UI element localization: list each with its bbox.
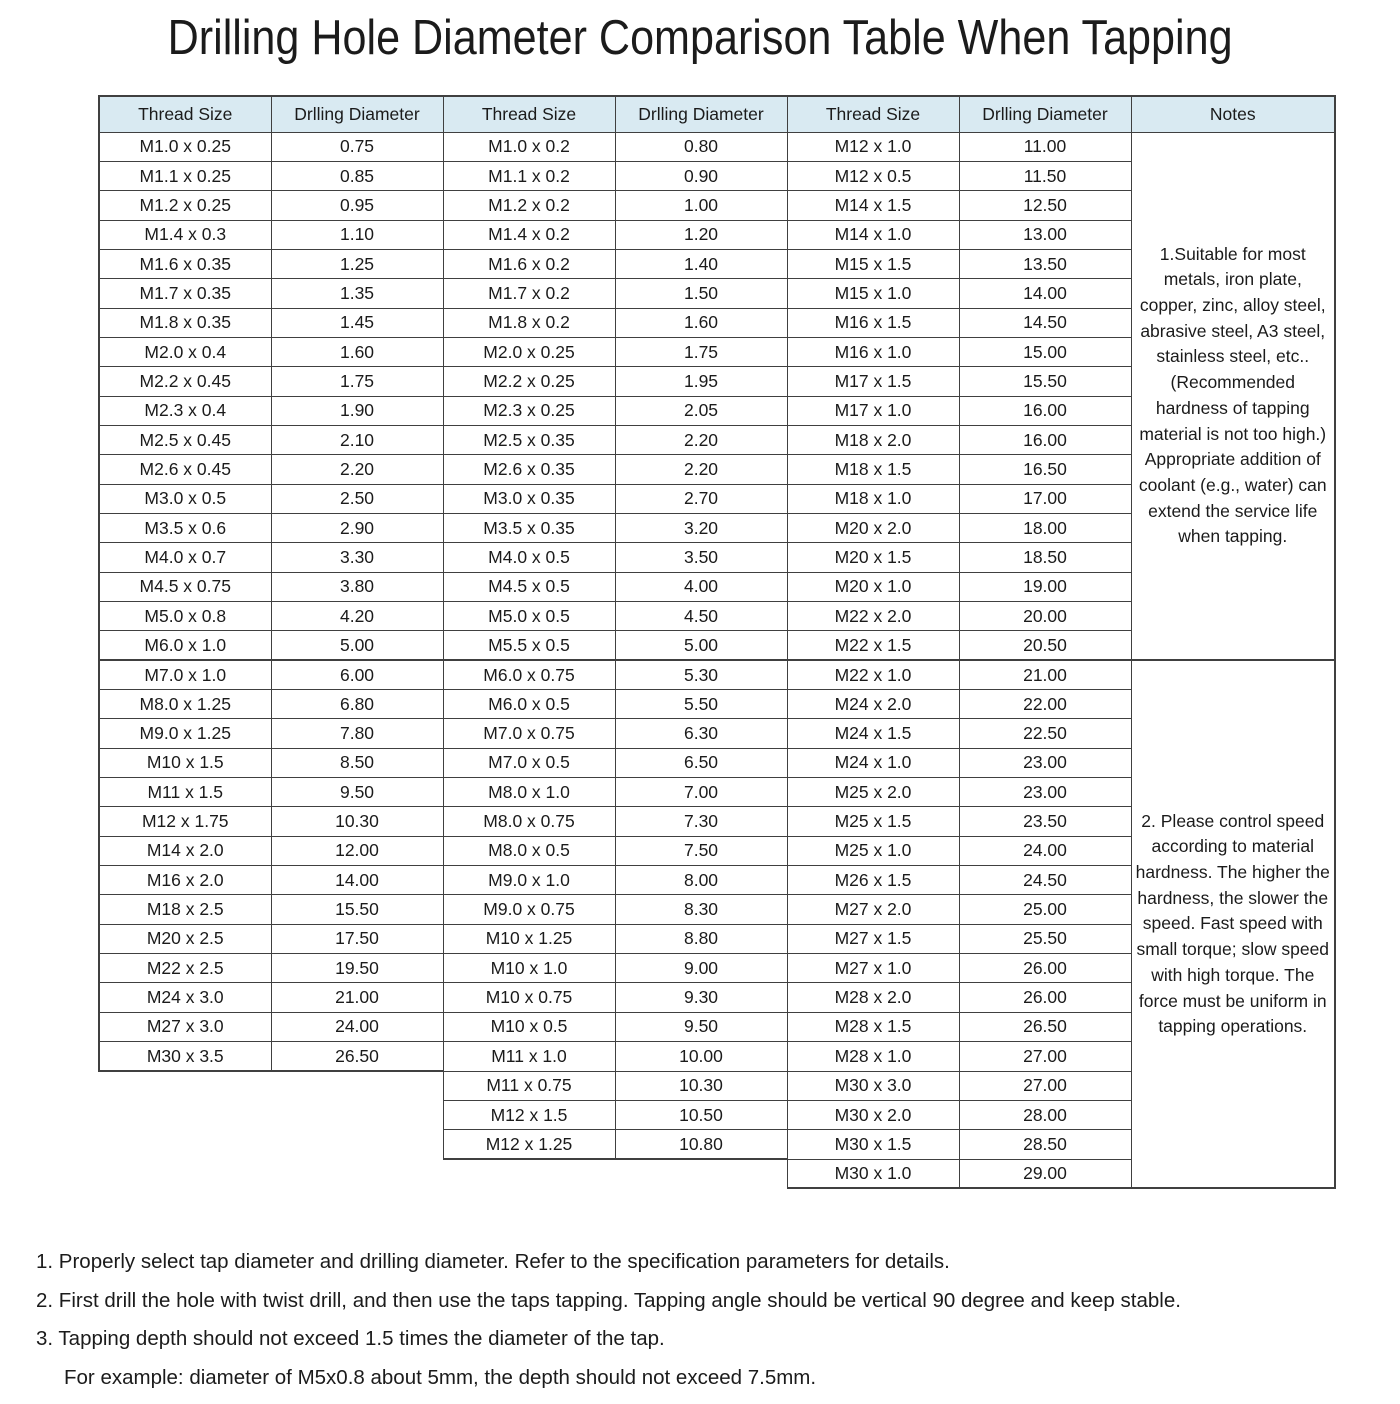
drill-diameter-cell: 21.00 xyxy=(271,983,443,1012)
drill-diameter-cell: 5.00 xyxy=(615,631,787,660)
thread-size-cell: M30 x 1.0 xyxy=(787,1159,959,1188)
thread-size-cell: M28 x 1.0 xyxy=(787,1042,959,1071)
drill-diameter-cell: 16.00 xyxy=(959,396,1131,425)
drill-diameter-cell: 12.50 xyxy=(959,191,1131,220)
thread-size-cell: M27 x 3.0 xyxy=(99,1012,271,1041)
drill-diameter-cell: 11.50 xyxy=(959,161,1131,190)
empty-cell xyxy=(271,1159,443,1188)
drill-diameter-cell: 2.10 xyxy=(271,425,443,454)
drill-diameter-cell: 4.20 xyxy=(271,602,443,631)
table-row xyxy=(99,660,1335,689)
drill-diameter-cell: 23.00 xyxy=(959,748,1131,777)
thread-size-cell: M2.3 x 0.25 xyxy=(443,396,615,425)
drill-diameter-cell: 11.00 xyxy=(959,132,1131,161)
drill-diameter-cell: 8.50 xyxy=(271,748,443,777)
drill-diameter-cell: 16.00 xyxy=(959,425,1131,454)
thread-size-cell: M3.0 x 0.35 xyxy=(443,484,615,513)
drill-diameter-cell: 16.50 xyxy=(959,455,1131,484)
thread-size-cell: M24 x 3.0 xyxy=(99,983,271,1012)
thread-size-cell: M1.4 x 0.2 xyxy=(443,220,615,249)
thread-size-cell: M10 x 1.0 xyxy=(443,954,615,983)
thread-size-cell: M8.0 x 1.0 xyxy=(443,778,615,807)
drill-diameter-cell: 2.05 xyxy=(615,396,787,425)
thread-size-cell: M4.0 x 0.5 xyxy=(443,543,615,572)
drill-diameter-cell: 21.00 xyxy=(959,660,1131,689)
thread-size-cell: M8.0 x 0.75 xyxy=(443,807,615,836)
drill-diameter-cell: 1.00 xyxy=(615,191,787,220)
empty-cell xyxy=(99,1100,271,1129)
page-title-text: Drilling Hole Diameter Comparison Table When Tapping xyxy=(167,11,1233,65)
drill-diameter-cell: 28.50 xyxy=(959,1130,1131,1159)
drill-diameter-cell: 0.75 xyxy=(271,132,443,161)
drill-diameter-cell: 1.45 xyxy=(271,308,443,337)
footer-note-3: 3. Tapping depth should not exceed 1.5 times the diameter of the tap. xyxy=(36,1327,665,1350)
empty-cell xyxy=(271,1071,443,1100)
thread-size-cell: M18 x 1.5 xyxy=(787,455,959,484)
drill-diameter-cell: 18.50 xyxy=(959,543,1131,572)
drill-diameter-cell: 27.00 xyxy=(959,1071,1131,1100)
drill-diameter-cell: 6.30 xyxy=(615,719,787,748)
thread-size-cell: M18 x 1.0 xyxy=(787,484,959,513)
drill-diameter-cell: 1.25 xyxy=(271,249,443,278)
drill-diameter-cell: 19.00 xyxy=(959,572,1131,601)
thread-size-cell: M1.0 x 0.25 xyxy=(99,132,271,161)
drill-diameter-cell: 7.00 xyxy=(615,778,787,807)
thread-size-cell: M1.7 x 0.35 xyxy=(99,279,271,308)
thread-size-cell: M9.0 x 0.75 xyxy=(443,895,615,924)
thread-size-cell: M22 x 1.5 xyxy=(787,631,959,660)
thread-size-cell: M1.6 x 0.2 xyxy=(443,249,615,278)
thread-size-cell: M6.0 x 1.0 xyxy=(99,631,271,660)
drill-diameter-cell: 7.50 xyxy=(615,836,787,865)
thread-size-cell: M1.0 x 0.2 xyxy=(443,132,615,161)
thread-size-cell: M2.3 x 0.4 xyxy=(99,396,271,425)
thread-size-cell: M30 x 3.0 xyxy=(787,1071,959,1100)
thread-size-cell: M7.0 x 0.5 xyxy=(443,748,615,777)
drill-diameter-cell: 1.60 xyxy=(271,337,443,366)
drill-diameter-cell: 2.70 xyxy=(615,484,787,513)
notes-cell-2: 2. Please control speed according to material hardness. The higher the hardness, the slower the speed. Fast speed with small torque; slow speed with high torque. The force must be uniform in tapping operations. xyxy=(1131,660,1335,1188)
thread-size-cell: M1.6 x 0.35 xyxy=(99,249,271,278)
drill-diameter-cell: 12.00 xyxy=(271,836,443,865)
empty-cell xyxy=(271,1100,443,1129)
empty-cell xyxy=(443,1159,615,1188)
drill-diameter-cell: 3.20 xyxy=(615,513,787,542)
thread-size-cell: M1.2 x 0.2 xyxy=(443,191,615,220)
drill-diameter-cell: 26.00 xyxy=(959,954,1131,983)
empty-cell xyxy=(99,1071,271,1100)
thread-size-cell: M16 x 1.0 xyxy=(787,337,959,366)
thread-size-cell: M24 x 2.0 xyxy=(787,690,959,719)
thread-size-cell: M5.0 x 0.8 xyxy=(99,602,271,631)
drill-diameter-cell: 0.85 xyxy=(271,161,443,190)
thread-size-cell: M2.2 x 0.45 xyxy=(99,367,271,396)
thread-size-cell: M10 x 0.5 xyxy=(443,1012,615,1041)
thread-size-cell: M27 x 2.0 xyxy=(787,895,959,924)
thread-size-cell: M9.0 x 1.25 xyxy=(99,719,271,748)
thread-size-cell: M17 x 1.5 xyxy=(787,367,959,396)
drill-diameter-cell: 4.50 xyxy=(615,602,787,631)
drill-diameter-cell: 22.50 xyxy=(959,719,1131,748)
thread-size-cell: M15 x 1.5 xyxy=(787,249,959,278)
drill-diameter-cell: 2.50 xyxy=(271,484,443,513)
thread-size-cell: M25 x 1.0 xyxy=(787,836,959,865)
thread-size-cell: M2.0 x 0.25 xyxy=(443,337,615,366)
empty-cell xyxy=(99,1159,271,1188)
thread-size-cell: M2.5 x 0.45 xyxy=(99,425,271,454)
thread-size-cell: M3.5 x 0.35 xyxy=(443,513,615,542)
drill-diameter-cell: 17.00 xyxy=(959,484,1131,513)
thread-size-cell: M22 x 2.5 xyxy=(99,954,271,983)
drill-diameter-cell: 8.30 xyxy=(615,895,787,924)
thread-size-cell: M2.0 x 0.4 xyxy=(99,337,271,366)
drill-diameter-cell: 24.00 xyxy=(271,1012,443,1041)
col-header-drill-diameter-3: Drlling Diameter xyxy=(959,96,1131,132)
drill-diameter-cell: 8.80 xyxy=(615,924,787,953)
footer-note-1: 1. Properly select tap diameter and drilling diameter. Refer to the specification parameters for details. xyxy=(36,1250,950,1273)
thread-size-cell: M22 x 2.0 xyxy=(787,602,959,631)
thread-size-cell: M30 x 3.5 xyxy=(99,1042,271,1071)
drill-diameter-cell: 23.50 xyxy=(959,807,1131,836)
drill-diameter-cell: 2.20 xyxy=(615,425,787,454)
drill-diameter-cell: 18.00 xyxy=(959,513,1131,542)
drill-diameter-cell: 29.00 xyxy=(959,1159,1131,1188)
thread-size-cell: M10 x 1.25 xyxy=(443,924,615,953)
thread-size-cell: M11 x 1.0 xyxy=(443,1042,615,1071)
thread-size-cell: M1.8 x 0.2 xyxy=(443,308,615,337)
thread-size-cell: M4.0 x 0.7 xyxy=(99,543,271,572)
drill-diameter-cell: 9.50 xyxy=(615,1012,787,1041)
table-row xyxy=(99,132,1335,161)
thread-size-cell: M20 x 2.0 xyxy=(787,513,959,542)
thread-size-cell: M9.0 x 1.0 xyxy=(443,866,615,895)
drill-diameter-cell: 3.80 xyxy=(271,572,443,601)
thread-size-cell: M18 x 2.0 xyxy=(787,425,959,454)
drill-diameter-cell: 6.80 xyxy=(271,690,443,719)
col-header-thread-size-1: Thread Size xyxy=(99,96,271,132)
drill-diameter-cell: 8.00 xyxy=(615,866,787,895)
thread-size-cell: M1.8 x 0.35 xyxy=(99,308,271,337)
drill-diameter-cell: 20.00 xyxy=(959,602,1131,631)
empty-cell xyxy=(271,1130,443,1159)
thread-size-cell: M24 x 1.5 xyxy=(787,719,959,748)
header-row xyxy=(99,96,1335,132)
drill-diameter-cell: 7.80 xyxy=(271,719,443,748)
drill-diameter-cell: 3.30 xyxy=(271,543,443,572)
tapping-table xyxy=(98,95,1336,1189)
drill-diameter-cell: 13.00 xyxy=(959,220,1131,249)
drill-diameter-cell: 2.20 xyxy=(271,455,443,484)
drill-diameter-cell: 2.90 xyxy=(271,513,443,542)
thread-size-cell: M3.0 x 0.5 xyxy=(99,484,271,513)
drill-diameter-cell: 26.50 xyxy=(959,1012,1131,1041)
thread-size-cell: M2.2 x 0.25 xyxy=(443,367,615,396)
thread-size-cell: M18 x 2.5 xyxy=(99,895,271,924)
drill-diameter-cell: 25.00 xyxy=(959,895,1131,924)
thread-size-cell: M12 x 0.5 xyxy=(787,161,959,190)
drill-diameter-cell: 28.00 xyxy=(959,1100,1131,1129)
drill-diameter-cell: 6.00 xyxy=(271,660,443,689)
thread-size-cell: M16 x 1.5 xyxy=(787,308,959,337)
thread-size-cell: M27 x 1.5 xyxy=(787,924,959,953)
drill-diameter-cell: 10.30 xyxy=(271,807,443,836)
thread-size-cell: M2.5 x 0.35 xyxy=(443,425,615,454)
drill-diameter-cell: 14.50 xyxy=(959,308,1131,337)
drill-diameter-cell: 1.95 xyxy=(615,367,787,396)
drill-diameter-cell: 0.90 xyxy=(615,161,787,190)
thread-size-cell: M3.5 x 0.6 xyxy=(99,513,271,542)
drill-diameter-cell: 1.75 xyxy=(271,367,443,396)
drill-diameter-cell: 3.50 xyxy=(615,543,787,572)
notes-cell-1: 1.Suitable for most metals, iron plate, copper, zinc, alloy steel, abrasive steel, A3 steel, stainless steel, etc..(Recommended hardness of tapping material is not too high.) Appropriate addition of coolant (e.g., water) can extend the service life when tapping. xyxy=(1131,132,1335,660)
drill-diameter-cell: 23.00 xyxy=(959,778,1131,807)
drill-diameter-cell: 0.80 xyxy=(615,132,787,161)
thread-size-cell: M1.7 x 0.2 xyxy=(443,279,615,308)
drill-diameter-cell: 19.50 xyxy=(271,954,443,983)
thread-size-cell: M20 x 1.5 xyxy=(787,543,959,572)
drill-diameter-cell: 15.50 xyxy=(271,895,443,924)
drill-diameter-cell: 14.00 xyxy=(959,279,1131,308)
col-header-drill-diameter-2: Drlling Diameter xyxy=(615,96,787,132)
drill-diameter-cell: 9.00 xyxy=(615,954,787,983)
thread-size-cell: M4.5 x 0.75 xyxy=(99,572,271,601)
col-header-thread-size-2: Thread Size xyxy=(443,96,615,132)
thread-size-cell: M4.5 x 0.5 xyxy=(443,572,615,601)
drill-diameter-cell: 10.80 xyxy=(615,1130,787,1159)
thread-size-cell: M7.0 x 0.75 xyxy=(443,719,615,748)
thread-size-cell: M8.0 x 0.5 xyxy=(443,836,615,865)
drill-diameter-cell: 1.35 xyxy=(271,279,443,308)
thread-size-cell: M30 x 2.0 xyxy=(787,1100,959,1129)
thread-size-cell: M10 x 1.5 xyxy=(99,748,271,777)
col-header-drill-diameter-1: Drlling Diameter xyxy=(271,96,443,132)
drill-diameter-cell: 26.00 xyxy=(959,983,1131,1012)
drill-diameter-cell: 5.30 xyxy=(615,660,787,689)
col-header-notes: Notes xyxy=(1131,96,1335,132)
thread-size-cell: M27 x 1.0 xyxy=(787,954,959,983)
drill-diameter-cell: 15.50 xyxy=(959,367,1131,396)
thread-size-cell: M14 x 2.0 xyxy=(99,836,271,865)
thread-size-cell: M24 x 1.0 xyxy=(787,748,959,777)
thread-size-cell: M30 x 1.5 xyxy=(787,1130,959,1159)
thread-size-cell: M1.1 x 0.2 xyxy=(443,161,615,190)
drill-diameter-cell: 24.50 xyxy=(959,866,1131,895)
drill-diameter-cell: 26.50 xyxy=(271,1042,443,1071)
drill-diameter-cell: 27.00 xyxy=(959,1042,1131,1071)
empty-cell xyxy=(615,1159,787,1188)
drill-diameter-cell: 6.50 xyxy=(615,748,787,777)
footer-note-example: For example: diameter of M5x0.8 about 5mm, the depth should not exceed 7.5mm. xyxy=(64,1365,817,1389)
drill-diameter-cell: 5.50 xyxy=(615,690,787,719)
thread-size-cell: M20 x 1.0 xyxy=(787,572,959,601)
thread-size-cell: M26 x 1.5 xyxy=(787,866,959,895)
thread-size-cell: M12 x 1.75 xyxy=(99,807,271,836)
drill-diameter-cell: 13.50 xyxy=(959,249,1131,278)
drill-diameter-cell: 1.50 xyxy=(615,279,787,308)
drill-diameter-cell: 1.90 xyxy=(271,396,443,425)
drill-diameter-cell: 4.00 xyxy=(615,572,787,601)
thread-size-cell: M1.2 x 0.25 xyxy=(99,191,271,220)
thread-size-cell: M25 x 2.0 xyxy=(787,778,959,807)
drill-diameter-cell: 1.40 xyxy=(615,249,787,278)
drill-diameter-cell: 22.00 xyxy=(959,690,1131,719)
drill-diameter-cell: 10.50 xyxy=(615,1100,787,1129)
drill-diameter-cell: 7.30 xyxy=(615,807,787,836)
drill-diameter-cell: 20.50 xyxy=(959,631,1131,660)
thread-size-cell: M6.0 x 0.5 xyxy=(443,690,615,719)
thread-size-cell: M12 x 1.0 xyxy=(787,132,959,161)
drill-diameter-cell: 17.50 xyxy=(271,924,443,953)
thread-size-cell: M7.0 x 1.0 xyxy=(99,660,271,689)
drill-diameter-cell: 25.50 xyxy=(959,924,1131,953)
thread-size-cell: M10 x 0.75 xyxy=(443,983,615,1012)
drill-diameter-cell: 2.20 xyxy=(615,455,787,484)
thread-size-cell: M15 x 1.0 xyxy=(787,279,959,308)
thread-size-cell: M14 x 1.5 xyxy=(787,191,959,220)
thread-size-cell: M11 x 1.5 xyxy=(99,778,271,807)
col-header-thread-size-3: Thread Size xyxy=(787,96,959,132)
drill-diameter-cell: 0.95 xyxy=(271,191,443,220)
thread-size-cell: M25 x 1.5 xyxy=(787,807,959,836)
page-title xyxy=(0,10,1400,66)
drill-diameter-cell: 1.75 xyxy=(615,337,787,366)
drill-diameter-cell: 24.00 xyxy=(959,836,1131,865)
thread-size-cell: M1.4 x 0.3 xyxy=(99,220,271,249)
thread-size-cell: M28 x 2.0 xyxy=(787,983,959,1012)
thread-size-cell: M11 x 0.75 xyxy=(443,1071,615,1100)
drill-diameter-cell: 5.00 xyxy=(271,631,443,660)
drill-diameter-cell: 9.50 xyxy=(271,778,443,807)
thread-size-cell: M14 x 1.0 xyxy=(787,220,959,249)
drill-diameter-cell: 1.60 xyxy=(615,308,787,337)
thread-size-cell: M12 x 1.25 xyxy=(443,1130,615,1159)
footer-notes xyxy=(36,1250,1376,1404)
thread-size-cell: M2.6 x 0.45 xyxy=(99,455,271,484)
thread-size-cell: M1.1 x 0.25 xyxy=(99,161,271,190)
footer-note-2: 2. First drill the hole with twist drill, and then use the taps tapping. Tapping angle should be vertical 90 degree and keep stable. xyxy=(36,1288,1181,1312)
empty-cell xyxy=(99,1130,271,1159)
drill-diameter-cell: 1.10 xyxy=(271,220,443,249)
drill-diameter-cell: 9.30 xyxy=(615,983,787,1012)
thread-size-cell: M22 x 1.0 xyxy=(787,660,959,689)
thread-size-cell: M6.0 x 0.75 xyxy=(443,660,615,689)
drill-diameter-cell: 14.00 xyxy=(271,866,443,895)
drill-diameter-cell: 10.30 xyxy=(615,1071,787,1100)
thread-size-cell: M12 x 1.5 xyxy=(443,1100,615,1129)
thread-size-cell: M20 x 2.5 xyxy=(99,924,271,953)
thread-size-cell: M2.6 x 0.35 xyxy=(443,455,615,484)
drill-diameter-cell: 10.00 xyxy=(615,1042,787,1071)
thread-size-cell: M5.0 x 0.5 xyxy=(443,602,615,631)
drill-diameter-cell: 15.00 xyxy=(959,337,1131,366)
thread-size-cell: M16 x 2.0 xyxy=(99,866,271,895)
drill-diameter-cell: 1.20 xyxy=(615,220,787,249)
thread-size-cell: M8.0 x 1.25 xyxy=(99,690,271,719)
thread-size-cell: M28 x 1.5 xyxy=(787,1012,959,1041)
thread-size-cell: M17 x 1.0 xyxy=(787,396,959,425)
thread-size-cell: M5.5 x 0.5 xyxy=(443,631,615,660)
